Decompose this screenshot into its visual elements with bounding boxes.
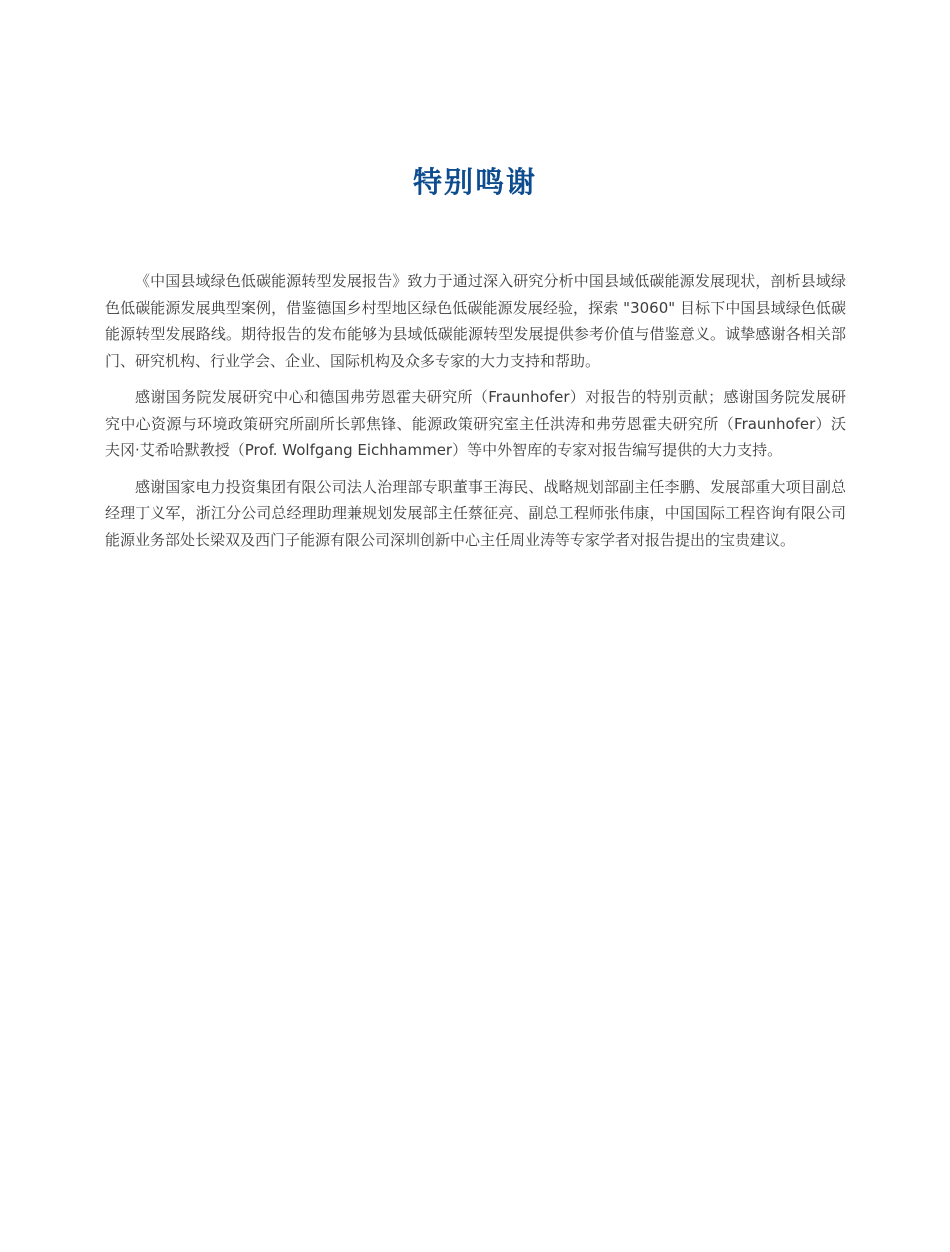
paragraph-thanks-institutions: 感谢国务院发展研究中心和德国弗劳恩霍夫研究所（Fraunhofer）对报告的特别贡献；感谢国务院发展研究中心资源与环境政策研究所副所长郭焦锋、能源政策研究室主任洪涛和弗劳恩霍夫研究所（Fraunhofer）沃夫冈·艾希哈默教授（Prof. Wolfgang Eichhammer）等中外智库的专家对报告编写提供的大力支持。 <box>105 388 846 459</box>
page-title: 特别鸣谢 <box>412 165 537 199</box>
acknowledgement-body <box>105 268 846 563</box>
paragraph-intro: 《中国县域绿色低碳能源转型发展报告》致力于通过深入研究分析中国县域低碳能源发展现状，剖析县域绿色低碳能源发展典型案例，借鉴德国乡村型地区绿色低碳能源发展经验，探索 "3060" 目标下中国县域绿色低碳能源转型发展路线。期待报告的发布能够为县域低碳能源转型发展提供参考价值与借鉴意义。诚挚感谢各相关部门、研究机构、行业学会、企业、国际机构及众多专家的大力支持和帮助。 <box>105 272 846 370</box>
paragraph-thanks-experts: 感谢国家电力投资集团有限公司法人治理部专职董事王海民、战略规划部副主任李鹏、发展部重大项目副总经理丁义军，浙江分公司总经理助理兼规划发展部主任蔡征亮、副总工程师张伟康，中国国际工程咨询有限公司能源业务部处长梁双及西门子能源有限公司深圳创新中心主任周业涛等专家学者对报告提出的宝贵建议。 <box>105 477 846 549</box>
